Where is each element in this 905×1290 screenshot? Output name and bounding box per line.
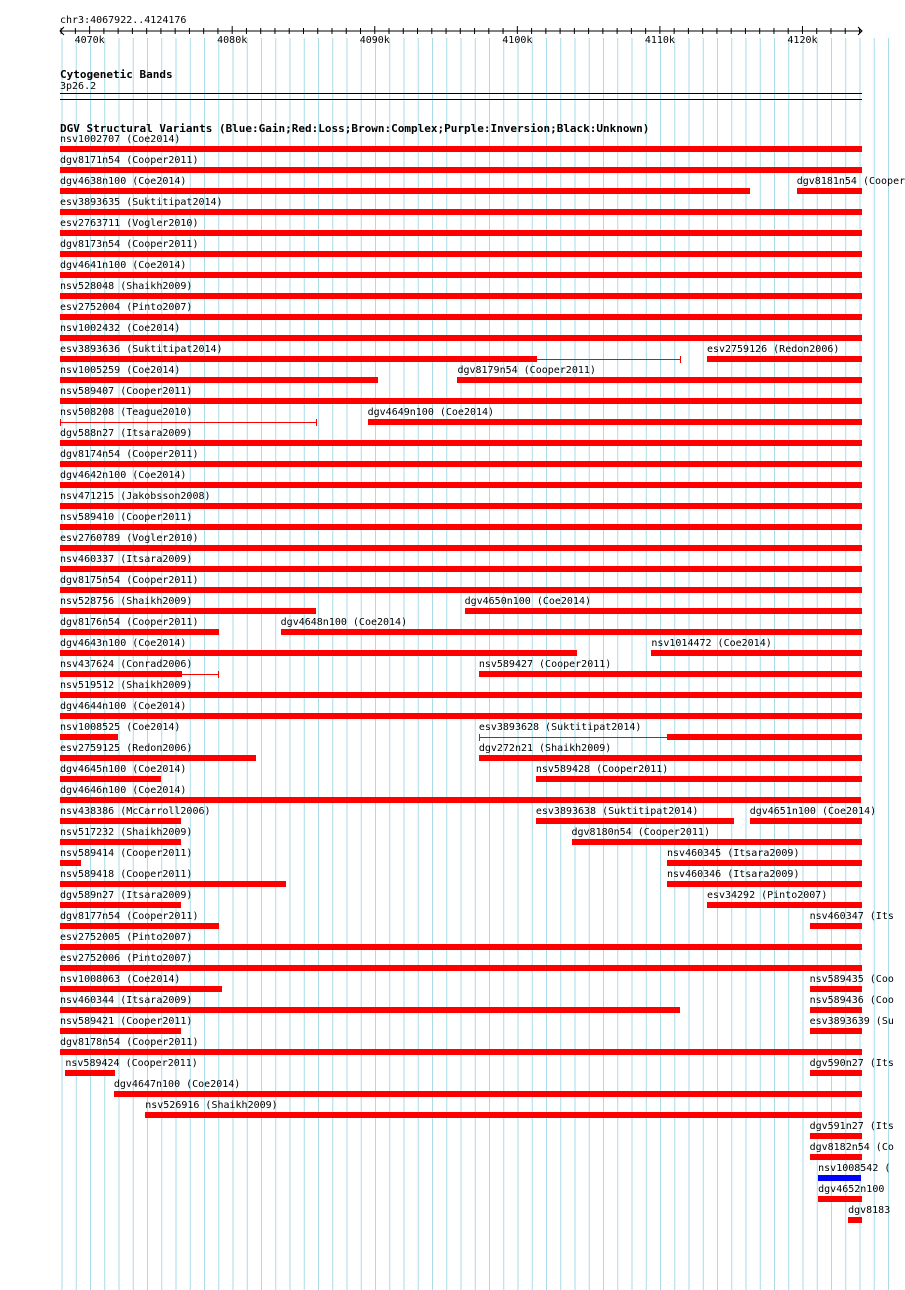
feature-bar[interactable] — [818, 1196, 862, 1202]
feature-connector — [537, 359, 680, 360]
feature-bar[interactable] — [818, 1175, 861, 1181]
feature-bar[interactable] — [60, 839, 181, 845]
feature-bar[interactable] — [810, 1070, 862, 1076]
feature-bar[interactable] — [667, 860, 862, 866]
feature-label[interactable]: esv3893636 (Suktitipat2014) — [60, 344, 223, 355]
cytoband-rule-bottom — [60, 99, 862, 100]
feature-label[interactable]: esv3893639 (Su — [809, 1016, 894, 1027]
feature-label[interactable]: nsv437624 (Conrad2006) — [60, 659, 193, 670]
feature-label[interactable]: dgv4643n100 (Coe2014) — [60, 638, 187, 649]
feature-label[interactable]: dgv8182n54 (Co — [809, 1142, 894, 1153]
feature-label[interactable]: dgv8173n54 (Cooper2011) — [60, 239, 199, 250]
feature-bar[interactable] — [457, 377, 862, 383]
feature-label[interactable]: nsv589436 (Coo — [809, 995, 894, 1006]
feature-bar[interactable] — [60, 545, 862, 551]
feature-label[interactable]: nsv589421 (Cooper2011) — [60, 1016, 193, 1027]
feature-label[interactable]: dgv4650n100 (Coe2014) — [464, 596, 592, 607]
feature-label[interactable]: esv2763711 (Vogler2010) — [60, 218, 199, 229]
feature-bar[interactable] — [60, 335, 862, 341]
feature-bar[interactable] — [479, 755, 862, 761]
feature-bar[interactable] — [145, 1112, 862, 1118]
feature-bar[interactable] — [810, 1154, 862, 1160]
feature-label[interactable]: dgv8180n54 (Cooper2011) — [571, 827, 710, 838]
feature-bar[interactable] — [707, 356, 862, 362]
feature-label[interactable]: dgv4647n100 (Coe2014) — [113, 1079, 241, 1090]
feature-bar[interactable] — [60, 650, 577, 656]
feature-label[interactable]: nsv519512 (Shaikh2009) — [60, 680, 193, 691]
feature-bar[interactable] — [60, 629, 219, 635]
feature-bar[interactable] — [60, 797, 861, 803]
feature-end-cap — [479, 734, 480, 741]
feature-bar[interactable] — [60, 923, 219, 929]
feature-label[interactable]: dgv8177n54 (Cooper2011) — [60, 911, 199, 922]
feature-bar[interactable] — [707, 902, 862, 908]
feature-bar[interactable] — [479, 671, 862, 677]
feature-bar[interactable] — [60, 671, 182, 677]
feature-label[interactable]: nsv1008063 (Coe2014) — [60, 974, 181, 985]
feature-bar[interactable] — [667, 881, 862, 887]
feature-bar[interactable] — [368, 419, 862, 425]
feature-bar[interactable] — [281, 629, 862, 635]
feature-bar[interactable] — [60, 755, 256, 761]
feature-bar[interactable] — [651, 650, 862, 656]
feature-label[interactable]: dgv590n27 (Its — [809, 1058, 894, 1069]
feature-bar[interactable] — [60, 692, 862, 698]
feature-bar[interactable] — [60, 776, 161, 782]
feature-label[interactable]: nsv1002707 (Coe2014) — [60, 134, 181, 145]
feature-label[interactable]: dgv4646n100 (Coe2014) — [60, 785, 187, 796]
feature-bar[interactable] — [60, 356, 537, 362]
feature-bar[interactable] — [60, 986, 222, 992]
feature-label[interactable]: esv2759125 (Redon2006) — [60, 743, 193, 754]
feature-label[interactable]: nsv460337 (Itsara2009) — [60, 554, 193, 565]
feature-connector — [479, 737, 667, 738]
feature-label[interactable]: dgv591n27 (Its — [809, 1121, 894, 1132]
feature-bar[interactable] — [60, 482, 862, 488]
feature-bar[interactable] — [65, 1070, 115, 1076]
feature-end-cap — [316, 419, 317, 426]
feature-bar[interactable] — [60, 713, 862, 719]
feature-bar[interactable] — [60, 1028, 181, 1034]
feature-label[interactable]: dgv8178n54 (Cooper2011) — [60, 1037, 199, 1048]
feature-label[interactable]: dgv8175n54 (Cooper2011) — [60, 575, 199, 586]
feature-bar[interactable] — [60, 167, 862, 173]
tick-label: 4090k — [359, 35, 390, 46]
feature-label[interactable]: nsv589418 (Cooper2011) — [60, 869, 193, 880]
tick-label: 4070k — [74, 35, 105, 46]
tick-label: 4080k — [217, 35, 248, 46]
feature-label[interactable]: nsv589428 (Cooper2011) — [535, 764, 669, 775]
feature-label[interactable]: nsv460345 (Itsara2009) — [667, 848, 800, 859]
feature-label[interactable]: esv2752006 (Pinto2007) — [60, 953, 193, 964]
cytoband-rule-top — [60, 93, 862, 94]
feature-label[interactable]: dgv272n21 (Shaikh2009) — [478, 743, 612, 754]
feature-bar[interactable] — [465, 608, 862, 614]
feature-bar[interactable] — [810, 1007, 862, 1013]
feature-bar[interactable] — [810, 986, 862, 992]
feature-label[interactable]: nsv589410 (Cooper2011) — [60, 512, 193, 523]
feature-label[interactable]: dgv8181n54 (Cooper — [796, 176, 905, 187]
feature-bar[interactable] — [572, 839, 862, 845]
feature-label[interactable]: nsv471215 (Jakobsson2008) — [60, 491, 211, 502]
feature-bar[interactable] — [60, 440, 862, 446]
feature-bar[interactable] — [60, 524, 862, 530]
feature-bar[interactable] — [810, 1028, 862, 1034]
feature-label[interactable]: dgv8183 — [848, 1205, 891, 1216]
feature-bar[interactable] — [60, 566, 862, 572]
feature-label[interactable]: nsv517232 (Shaikh2009) — [60, 827, 193, 838]
feature-label[interactable]: esv3893635 (Suktitipat2014) — [60, 197, 223, 208]
feature-bar[interactable] — [810, 1133, 862, 1139]
feature-label[interactable]: dgv4652n100 — [818, 1184, 885, 1195]
feature-label[interactable]: dgv4645n100 (Coe2014) — [60, 764, 187, 775]
feature-label[interactable]: dgv588n27 (Itsara2009) — [60, 428, 193, 439]
feature-bar[interactable] — [60, 209, 862, 215]
feature-bar[interactable] — [60, 587, 862, 593]
feature-bar[interactable] — [60, 272, 862, 278]
feature-label[interactable]: dgv8171n54 (Cooper2011) — [60, 155, 199, 166]
feature-label[interactable]: dgv4651n100 (Coe2014) — [749, 806, 877, 817]
feature-label[interactable]: nsv460347 (Its — [809, 911, 894, 922]
feature-label[interactable]: esv3893638 (Suktitipat2014) — [535, 806, 699, 817]
feature-label[interactable]: dgv8174n54 (Cooper2011) — [60, 449, 199, 460]
feature-bar[interactable] — [848, 1217, 862, 1223]
feature-bar[interactable] — [60, 188, 750, 194]
feature-bar[interactable] — [810, 923, 862, 929]
feature-bar[interactable] — [60, 1007, 680, 1013]
feature-label[interactable]: nsv460346 (Itsara2009) — [667, 869, 800, 880]
feature-connector — [60, 422, 316, 423]
feature-label[interactable]: nsv1005259 (Coe2014) — [60, 365, 181, 376]
cytoband-label[interactable]: 3p26.2 — [60, 81, 97, 92]
feature-label[interactable]: esv2752005 (Pinto2007) — [60, 932, 193, 943]
feature-label[interactable]: nsv589424 (Cooper2011) — [65, 1058, 198, 1069]
feature-label[interactable]: nsv589407 (Cooper2011) — [60, 386, 193, 397]
feature-bar[interactable] — [750, 818, 862, 824]
feature-bar[interactable] — [60, 293, 862, 299]
feature-label[interactable]: nsv526916 (Shaikh2009) — [145, 1100, 278, 1111]
cytoband-track-title: Cytogenetic Bands — [60, 68, 173, 81]
feature-end-cap — [680, 356, 681, 363]
feature-label[interactable]: nsv1008542 ( — [818, 1163, 891, 1174]
dgv-track-title: DGV Structural Variants (Blue:Gain;Red:Loss;Brown:Complex;Purple:Inversion;Black:Unknown) — [60, 122, 650, 135]
feature-bar[interactable] — [60, 944, 862, 950]
feature-label[interactable]: nsv528756 (Shaikh2009) — [60, 596, 193, 607]
feature-label[interactable]: dgv4638n100 (Coe2014) — [60, 176, 187, 187]
feature-bar[interactable] — [60, 881, 286, 887]
feature-bar[interactable] — [60, 461, 862, 467]
feature-label[interactable]: nsv1014472 (Coe2014) — [651, 638, 772, 649]
feature-label[interactable]: esv2759126 (Redon2006) — [706, 344, 840, 355]
feature-bar[interactable] — [114, 1091, 862, 1097]
feature-label[interactable]: dgv589n27 (Itsara2009) — [60, 890, 193, 901]
feature-bar[interactable] — [60, 965, 862, 971]
feature-label[interactable]: dgv4644n100 (Coe2014) — [60, 701, 187, 712]
feature-bar[interactable] — [60, 860, 81, 866]
feature-end-cap — [218, 671, 219, 678]
feature-bar[interactable] — [60, 734, 118, 740]
feature-bar[interactable] — [60, 377, 378, 383]
feature-label[interactable]: nsv438386 (McCarroll2006) — [60, 806, 211, 817]
position-readout: chr3:4067922..4124176 — [60, 15, 187, 26]
feature-bar[interactable] — [60, 1049, 862, 1055]
tick-label: 4110k — [644, 35, 675, 46]
feature-label[interactable]: nsv589427 (Cooper2011) — [478, 659, 612, 670]
feature-bar[interactable] — [797, 188, 862, 194]
tick-label: 4120k — [787, 35, 818, 46]
feature-bar[interactable] — [60, 314, 862, 320]
feature-end-cap — [60, 419, 61, 426]
feature-label[interactable]: nsv589435 (Coo — [809, 974, 894, 985]
feature-label[interactable]: nsv1002432 (Coe2014) — [60, 323, 181, 334]
feature-label[interactable]: esv2752004 (Pinto2007) — [60, 302, 193, 313]
feature-bar[interactable] — [60, 398, 862, 404]
feature-bar[interactable] — [60, 230, 862, 236]
feature-label[interactable]: esv34292 (Pinto2007) — [706, 890, 828, 901]
feature-label[interactable]: nsv528048 (Shaikh2009) — [60, 281, 193, 292]
feature-bar[interactable] — [667, 734, 862, 740]
feature-bar[interactable] — [60, 146, 862, 152]
feature-label[interactable]: dgv4642n100 (Coe2014) — [60, 470, 187, 481]
feature-connector — [182, 674, 218, 675]
feature-label[interactable]: esv3893628 (Suktitipat2014) — [478, 722, 642, 733]
feature-label[interactable]: nsv1008525 (Coe2014) — [60, 722, 181, 733]
feature-label[interactable]: dgv4649n100 (Coe2014) — [367, 407, 495, 418]
feature-bar[interactable] — [536, 818, 734, 824]
feature-label[interactable]: dgv8179n54 (Cooper2011) — [457, 365, 596, 376]
tick-label: 4100k — [502, 35, 533, 46]
feature-bar[interactable] — [536, 776, 862, 782]
feature-label[interactable]: dgv4641n100 (Coe2014) — [60, 260, 187, 271]
feature-bar[interactable] — [60, 608, 316, 614]
feature-bar[interactable] — [60, 818, 181, 824]
feature-label[interactable]: dgv8176n54 (Cooper2011) — [60, 617, 199, 628]
feature-label[interactable]: nsv460344 (Itsara2009) — [60, 995, 193, 1006]
feature-bar[interactable] — [60, 503, 862, 509]
feature-label[interactable]: nsv589414 (Cooper2011) — [60, 848, 193, 859]
feature-label[interactable]: nsv508208 (Teague2010) — [60, 407, 193, 418]
feature-label[interactable]: dgv4648n100 (Coe2014) — [280, 617, 408, 628]
feature-bar[interactable] — [60, 251, 862, 257]
feature-label[interactable]: esv2760789 (Vogler2010) — [60, 533, 199, 544]
feature-bar[interactable] — [60, 902, 181, 908]
